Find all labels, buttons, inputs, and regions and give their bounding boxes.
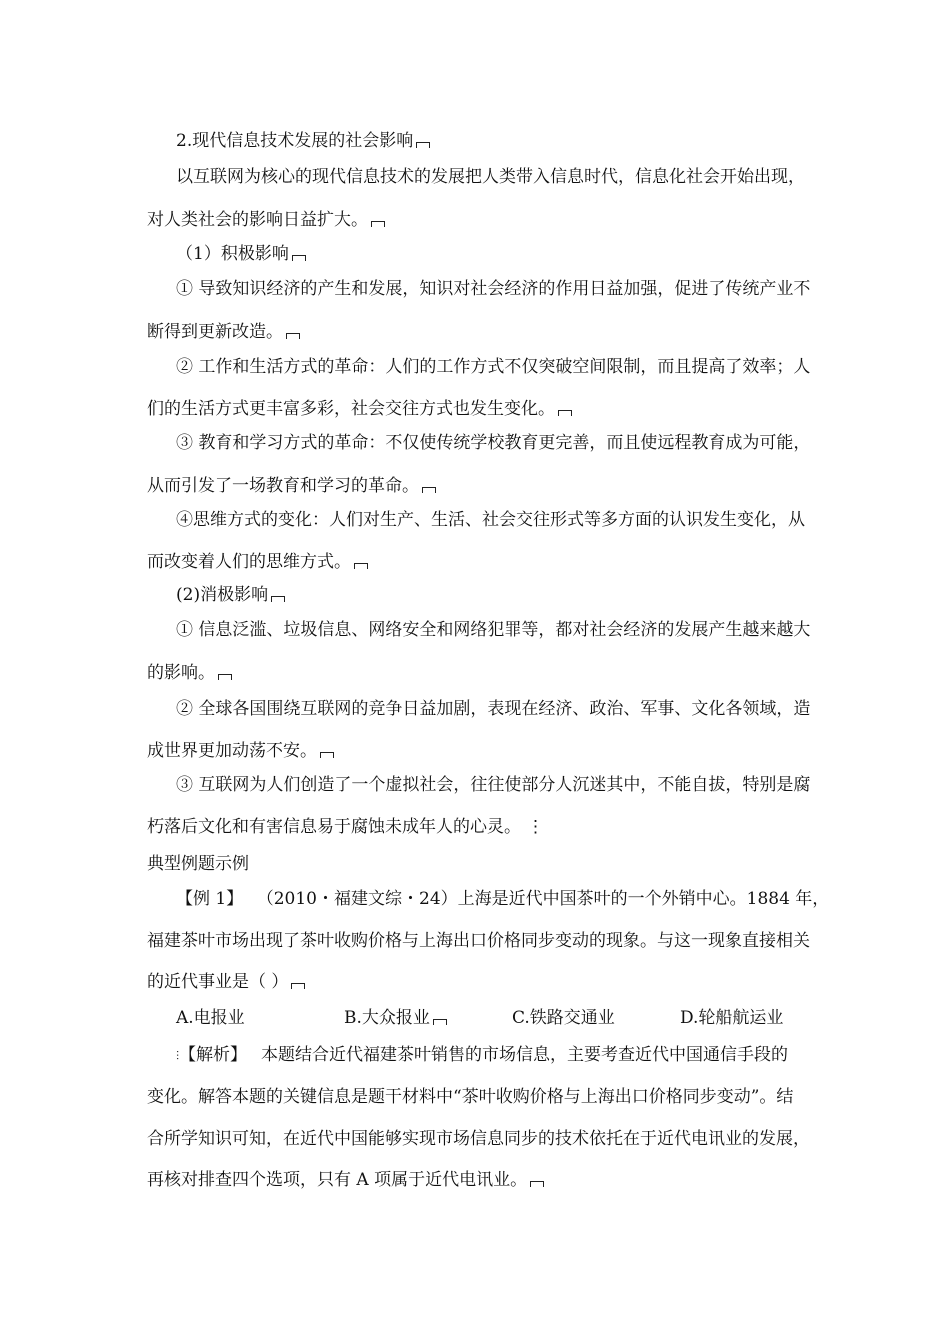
negative-heading-text: (2)消极影响 xyxy=(176,585,269,605)
negative-item-1-text: 的影响。 xyxy=(147,663,215,683)
negative-item-2-text: 成世界更加动荡不安。 xyxy=(147,741,317,761)
negative-item-2-line-1: ② 全球各国围绕互联网的竞争日益加剧，表现在经济、政治、军事、文化各领域，造 xyxy=(176,699,811,719)
section-heading xyxy=(176,129,950,153)
example-line-3-text: 的近代事业是（ ） xyxy=(147,972,289,992)
paragraph-mark-icon xyxy=(354,563,368,569)
positive-item-4-line-2 xyxy=(147,550,950,574)
analysis-line-4-text: 再核对排查四个选项，只有 A 项属于近代电讯业。 xyxy=(147,1170,528,1190)
positive-item-4-text: 而改变着人们的思维方式。 xyxy=(147,552,351,572)
example-line-3 xyxy=(147,970,950,994)
example-line-1-text: （2010・福建文综・24）上海是近代中国茶叶的一个外销中心。1884 年， xyxy=(265,889,830,909)
positive-item-2-text: 们的生活方式更丰富多彩，社会交往方式也发生变化。 xyxy=(147,399,555,419)
negative-item-1-line-2 xyxy=(147,661,950,685)
positive-item-2-line-2 xyxy=(147,397,950,421)
analysis-line-1-text: 本题结合近代福建茶叶销售的市场信息，主要考查近代中国通信手段的 xyxy=(261,1045,789,1065)
paragraph-mark-icon xyxy=(291,983,305,989)
positive-item-1-text: 断得到更新改造。 xyxy=(147,322,283,342)
analysis-line-4 xyxy=(147,1168,950,1192)
negative-heading xyxy=(176,583,950,607)
analysis-label: 【解析】 xyxy=(179,1045,248,1065)
negative-item-1-line-1: ① 信息泛滥、垃圾信息、网络安全和网络犯罪等，都对社会经济的发展产生越来越大 xyxy=(176,620,811,640)
positive-item-4-line-1: ④思维方式的变化：人们对生产、生活、社会交往形式等多方面的认识发生变化，从 xyxy=(176,510,805,530)
positive-item-3-line-1: ③ 教育和学习方式的革命：不仅使传统学校教育更完善，而且使远程教育成为可能， xyxy=(176,433,811,453)
intro-line-2-text: 对人类社会的影响日益扩大。 xyxy=(147,210,368,230)
negative-item-3-line-2 xyxy=(147,815,950,839)
paragraph-mark-icon xyxy=(371,221,385,227)
option-d: D.轮船航运业 xyxy=(680,1008,784,1028)
analysis-line-2: 变化。解答本题的关键信息是题干材料中“茶叶收购价格与上海出口价格同步变动”。结 xyxy=(147,1087,794,1107)
positive-item-1-line-1: ① 导致知识经济的产生和发展，知识对社会经济的作用日益加强，促进了传统产业不 xyxy=(176,279,811,299)
intro-line-1: 以互联网为核心的现代信息技术的发展把人类带入信息时代，信息化社会开始出现， xyxy=(176,167,805,187)
positive-item-2-line-1: ② 工作和生活方式的革命：人们的工作方式不仅突破空间限制，而且提高了效率；人 xyxy=(176,357,811,377)
option-a: A.电报业 xyxy=(176,1008,245,1028)
analysis-line-1 xyxy=(176,1043,950,1068)
example-line-2: 福建茶叶市场出现了茶叶收购价格与上海出口价格同步变动的现象。与这一现象直接相关 xyxy=(147,931,810,951)
paragraph-mark-icon xyxy=(218,674,232,680)
paragraph-mark-icon xyxy=(422,487,436,493)
paragraph-mark-icon xyxy=(320,752,334,758)
paragraph-mark-icon xyxy=(292,255,306,261)
positive-item-1-line-2 xyxy=(147,320,950,344)
end-mark: ⋮ xyxy=(527,817,544,837)
paragraph-mark-icon xyxy=(271,596,285,602)
option-b xyxy=(344,1006,447,1030)
paragraph-mark-icon xyxy=(530,1181,544,1187)
analysis-prefix-mark: ⫶ xyxy=(176,1049,180,1063)
section-heading-text: 2.现代信息技术发展的社会影响 xyxy=(176,131,414,151)
positive-item-3-line-2 xyxy=(147,474,950,498)
intro-line-2 xyxy=(147,208,950,232)
positive-heading xyxy=(176,242,950,266)
negative-item-3-line-1: ③ 互联网为人们创造了一个虚拟社会，往往使部分人沉迷其中，不能自拔，特别是腐 xyxy=(176,775,811,795)
paragraph-mark-icon xyxy=(416,142,430,148)
example-line-1 xyxy=(176,887,950,911)
option-b-text: B.大众报业 xyxy=(344,1008,430,1028)
positive-item-3-text: 从而引发了一场教育和学习的革命。 xyxy=(147,476,419,496)
positive-heading-text: （1）积极影响 xyxy=(176,244,289,264)
negative-item-2-line-2 xyxy=(147,739,950,763)
option-c: C.铁路交通业 xyxy=(512,1008,615,1028)
paragraph-mark-icon xyxy=(286,333,300,339)
analysis-line-3: 合所学知识可知，在近代中国能够实现市场信息同步的技术依托在于近代电讯业的发展， xyxy=(147,1129,810,1149)
example-label: 【例 1】 xyxy=(176,889,244,909)
paragraph-mark-icon xyxy=(558,410,572,416)
paragraph-mark-icon xyxy=(433,1019,447,1025)
example-section-heading: 典型例题示例 xyxy=(147,854,249,874)
negative-item-3-text: 朽落后文化和有害信息易于腐蚀未成年人的心灵。 xyxy=(147,817,521,837)
